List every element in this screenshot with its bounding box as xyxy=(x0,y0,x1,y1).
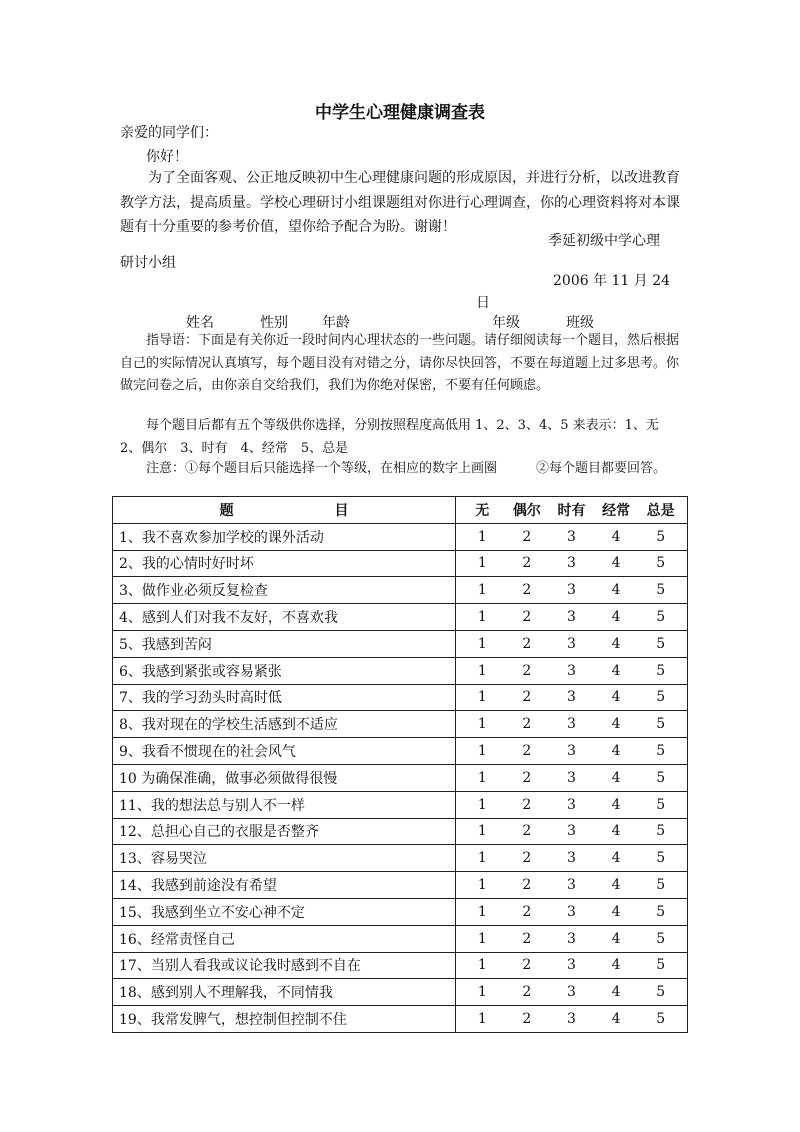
question-text: 1、我不喜欢参加学校的课外活动 xyxy=(113,523,456,550)
rating-option-3[interactable]: 3 xyxy=(567,930,576,947)
rating-option-2[interactable]: 2 xyxy=(522,984,532,1001)
table-row xyxy=(113,979,688,1006)
rating-option-1[interactable]: 1 xyxy=(477,716,487,733)
rating-option-2[interactable]: 2 xyxy=(522,877,532,894)
rating-options xyxy=(456,979,688,1006)
table-header-row xyxy=(113,497,688,524)
question-text: 12、总担心自己的衣服是否整齐 xyxy=(113,818,456,845)
rating-option-5[interactable]: 5 xyxy=(656,903,666,920)
rating-option-5[interactable]: 5 xyxy=(656,555,666,572)
rating-option-1[interactable]: 1 xyxy=(477,769,487,786)
rating-options xyxy=(456,523,688,550)
rating-option-5[interactable]: 5 xyxy=(656,957,666,974)
rating-option-3[interactable]: 3 xyxy=(567,743,576,760)
rating-option-3[interactable]: 3 xyxy=(567,1011,576,1028)
rating-option-5[interactable]: 5 xyxy=(656,582,666,599)
question-text: 2、我的心情时好时坏 xyxy=(113,550,456,577)
rating-option-2[interactable]: 2 xyxy=(522,850,532,867)
rating-option-1[interactable]: 1 xyxy=(477,662,487,679)
rating-options xyxy=(456,764,688,791)
date-line-1: 2006 年 11 月 24 xyxy=(553,273,671,289)
rating-option-5[interactable]: 5 xyxy=(656,609,666,626)
rating-option-3[interactable]: 3 xyxy=(567,582,576,599)
rating-option-5[interactable]: 5 xyxy=(656,662,666,679)
signature-line-1: 季延初级中学心理 xyxy=(548,233,660,249)
table-row xyxy=(113,630,688,657)
question-text: 4、感到人们对我不友好，不喜欢我 xyxy=(113,604,456,631)
rating-option-2[interactable]: 2 xyxy=(522,903,532,920)
question-text: 11、我的想法总与别人不一样 xyxy=(113,791,456,818)
rating-option-1[interactable]: 1 xyxy=(477,823,487,840)
rating-option-3[interactable]: 3 xyxy=(567,957,576,974)
rating-options xyxy=(456,577,688,604)
question-text: 16、经常责怪自己 xyxy=(113,925,456,952)
table-row xyxy=(113,791,688,818)
rating-option-1[interactable]: 1 xyxy=(477,984,487,1001)
page-title: 中学生心理健康调查表 xyxy=(315,103,485,123)
rating-option-4[interactable]: 4 xyxy=(611,582,621,599)
question-text: 3、做作业必须反复检查 xyxy=(113,577,456,604)
question-column-header xyxy=(113,497,456,524)
question-text: 17、当别人看我或议论我时感到不自在 xyxy=(113,952,456,979)
rating-option-3[interactable]: 3 xyxy=(567,796,576,813)
header-char-1: 题 xyxy=(219,502,234,519)
question-text: 5、我感到苦闷 xyxy=(113,630,456,657)
question-text: 14、我感到前途没有希望 xyxy=(113,872,456,899)
rating-option-1[interactable]: 1 xyxy=(477,609,487,626)
rating-option-5[interactable]: 5 xyxy=(656,823,666,840)
rating-option-1[interactable]: 1 xyxy=(477,957,487,974)
rating-option-2[interactable]: 2 xyxy=(522,743,532,760)
rating-option-2[interactable]: 2 xyxy=(522,635,532,652)
scale-note: 每个题目后都有五个等级供你选择，分别按照程度高低用 1、2、3、4、5 来表示：1、无 2、偶尔 3、时有 4、经常 5、总是 xyxy=(120,418,672,456)
table-row xyxy=(113,577,688,604)
rating-option-2[interactable]: 2 xyxy=(522,1011,532,1028)
field-name-label: 姓名 xyxy=(186,315,214,331)
rating-option-1[interactable]: 1 xyxy=(477,877,487,894)
rating-options xyxy=(456,711,688,738)
rating-options xyxy=(456,604,688,631)
rating-option-1[interactable]: 1 xyxy=(477,582,487,599)
rating-option-3[interactable]: 3 xyxy=(567,689,576,706)
table-row xyxy=(113,684,688,711)
rating-options xyxy=(456,684,688,711)
question-text: 13、容易哭泣 xyxy=(113,845,456,872)
rating-option-3[interactable]: 3 xyxy=(567,555,576,572)
option-header-2: 偶尔 xyxy=(512,502,541,519)
options-column-header xyxy=(456,497,688,524)
rating-option-3[interactable]: 3 xyxy=(567,984,576,1001)
field-age-label: 年龄 xyxy=(322,315,350,331)
field-gender-label: 性别 xyxy=(260,315,288,331)
table-row xyxy=(113,738,688,765)
rating-option-1[interactable]: 1 xyxy=(477,689,487,706)
question-text: 18、感到别人不理解我，不同情我 xyxy=(113,979,456,1006)
rating-options xyxy=(456,550,688,577)
field-class-label: 班级 xyxy=(566,315,594,331)
rating-option-1[interactable]: 1 xyxy=(477,796,487,813)
rating-option-3[interactable]: 3 xyxy=(567,662,576,679)
question-text: 7、我的学习劲头时高时低 xyxy=(113,684,456,711)
rating-options xyxy=(456,898,688,925)
survey-table xyxy=(112,496,688,1033)
date-line-2: 日 xyxy=(476,295,490,311)
rating-option-1[interactable]: 1 xyxy=(477,743,487,760)
option-header-4: 经常 xyxy=(602,502,631,519)
rating-option-5[interactable]: 5 xyxy=(656,930,666,947)
intro-paragraph: 为了全面客观、公正地反映初中生心理健康问题的形成原因，并进行分析，以改进教育教学方法，提高质量。学校心理研讨小组课题组对你进行心理调查，你的心理资料将对本课题有十分重要的参考价值，望你给予配合为盼。谢谢！ xyxy=(120,170,680,235)
rating-option-3[interactable]: 3 xyxy=(567,903,576,920)
rating-option-4[interactable]: 4 xyxy=(611,1011,621,1028)
attention-note: 注意：①每个题目后只能选择一个等级，在相应的数字上画圈 ②每个题目都要回答。 xyxy=(146,461,667,476)
option-header-3: 时有 xyxy=(557,502,586,519)
header-char-2: 目 xyxy=(334,502,349,519)
rating-option-2[interactable]: 2 xyxy=(522,662,532,679)
rating-option-3[interactable]: 3 xyxy=(567,528,576,545)
rating-option-4[interactable]: 4 xyxy=(611,850,621,867)
rating-option-5[interactable]: 5 xyxy=(656,635,666,652)
rating-option-5[interactable]: 5 xyxy=(656,796,666,813)
question-text: 19、我常发脾气，想控制但控制不住 xyxy=(113,1006,456,1033)
rating-option-4[interactable]: 4 xyxy=(611,957,621,974)
rating-option-4[interactable]: 4 xyxy=(611,823,621,840)
rating-option-1[interactable]: 1 xyxy=(477,555,487,572)
table-row xyxy=(113,898,688,925)
rating-options xyxy=(456,872,688,899)
rating-option-4[interactable]: 4 xyxy=(611,743,621,760)
rating-option-2[interactable]: 2 xyxy=(522,796,532,813)
rating-option-4[interactable]: 4 xyxy=(611,662,621,679)
rating-option-3[interactable]: 3 xyxy=(567,850,576,867)
rating-option-4[interactable]: 4 xyxy=(611,769,621,786)
option-header-5: 总是 xyxy=(646,502,675,519)
rating-options xyxy=(456,791,688,818)
rating-option-4[interactable]: 4 xyxy=(611,903,621,920)
greeting: 亲爱的同学们： xyxy=(120,125,218,141)
rating-option-2[interactable]: 2 xyxy=(522,555,532,572)
guide-paragraph: 指导语：下面是有关你近一段时间内心理状态的一些问题。请仔细阅读每一个题目，然后根据自己的实际情况认真填写，每个题目没有对错之分，请你尽快回答，不要在每道题上过多思考。你做完问卷之后，由你亲自交给我们，我们为你绝对保密，不要有任何顾虑。 xyxy=(120,333,680,393)
table-row xyxy=(113,1006,688,1033)
rating-option-1[interactable]: 1 xyxy=(477,930,487,947)
rating-option-3[interactable]: 3 xyxy=(567,609,576,626)
rating-option-2[interactable]: 2 xyxy=(522,582,532,599)
table-row xyxy=(113,818,688,845)
rating-option-3[interactable]: 3 xyxy=(567,716,576,733)
question-text: 15、我感到坐立不安心神不定 xyxy=(113,898,456,925)
rating-options xyxy=(456,925,688,952)
rating-options xyxy=(456,630,688,657)
rating-option-4[interactable]: 4 xyxy=(611,555,621,572)
rating-option-4[interactable]: 4 xyxy=(611,877,621,894)
table-row xyxy=(113,523,688,550)
table-row xyxy=(113,604,688,631)
rating-option-5[interactable]: 5 xyxy=(656,850,666,867)
rating-option-1[interactable]: 1 xyxy=(477,635,487,652)
rating-option-2[interactable]: 2 xyxy=(522,689,532,706)
rating-option-5[interactable]: 5 xyxy=(656,877,666,894)
rating-option-4[interactable]: 4 xyxy=(611,930,621,947)
rating-option-2[interactable]: 2 xyxy=(522,930,532,947)
rating-option-2[interactable]: 2 xyxy=(522,957,532,974)
signature-line-2: 研讨小组 xyxy=(120,255,176,271)
field-grade-label: 年级 xyxy=(492,315,520,331)
table-row xyxy=(113,764,688,791)
rating-option-1[interactable]: 1 xyxy=(477,903,487,920)
rating-option-5[interactable]: 5 xyxy=(656,743,666,760)
table-row xyxy=(113,550,688,577)
rating-option-4[interactable]: 4 xyxy=(611,635,621,652)
rating-option-3[interactable]: 3 xyxy=(567,635,576,652)
rating-option-4[interactable]: 4 xyxy=(611,528,621,545)
rating-option-2[interactable]: 2 xyxy=(522,528,532,545)
rating-option-3[interactable]: 3 xyxy=(567,823,576,840)
table-row xyxy=(113,872,688,899)
rating-option-5[interactable]: 5 xyxy=(656,984,666,1001)
question-text: 9、我看不惯现在的社会风气 xyxy=(113,738,456,765)
rating-options xyxy=(456,657,688,684)
rating-option-4[interactable]: 4 xyxy=(611,984,621,1001)
table-row xyxy=(113,657,688,684)
option-header-1: 无 xyxy=(475,502,490,519)
question-text: 10 为确保准确，做事必须做得很慢 xyxy=(113,764,456,791)
rating-option-4[interactable]: 4 xyxy=(611,689,621,706)
rating-option-4[interactable]: 4 xyxy=(611,716,621,733)
rating-option-2[interactable]: 2 xyxy=(522,769,532,786)
hello-text: 你好！ xyxy=(146,149,188,165)
rating-option-1[interactable]: 1 xyxy=(477,850,487,867)
table-row xyxy=(113,925,688,952)
table-row xyxy=(113,845,688,872)
question-text: 8、我对现在的学校生活感到不适应 xyxy=(113,711,456,738)
rating-option-5[interactable]: 5 xyxy=(656,769,666,786)
rating-options xyxy=(456,845,688,872)
table-row xyxy=(113,952,688,979)
rating-option-2[interactable]: 2 xyxy=(522,823,532,840)
rating-option-1[interactable]: 1 xyxy=(477,1011,487,1028)
rating-options xyxy=(456,952,688,979)
rating-option-1[interactable]: 1 xyxy=(477,528,487,545)
rating-option-3[interactable]: 3 xyxy=(567,769,576,786)
rating-option-5[interactable]: 5 xyxy=(656,689,666,706)
rating-option-3[interactable]: 3 xyxy=(567,877,576,894)
rating-option-5[interactable]: 5 xyxy=(656,716,666,733)
rating-option-2[interactable]: 2 xyxy=(522,609,532,626)
rating-option-4[interactable]: 4 xyxy=(611,796,621,813)
question-text: 6、我感到紧张或容易紧张 xyxy=(113,657,456,684)
rating-option-5[interactable]: 5 xyxy=(656,1011,666,1028)
rating-option-4[interactable]: 4 xyxy=(611,609,621,626)
rating-options xyxy=(456,738,688,765)
rating-option-5[interactable]: 5 xyxy=(656,528,666,545)
table-row xyxy=(113,711,688,738)
rating-options xyxy=(456,818,688,845)
rating-option-2[interactable]: 2 xyxy=(522,716,532,733)
rating-options xyxy=(456,1006,688,1033)
